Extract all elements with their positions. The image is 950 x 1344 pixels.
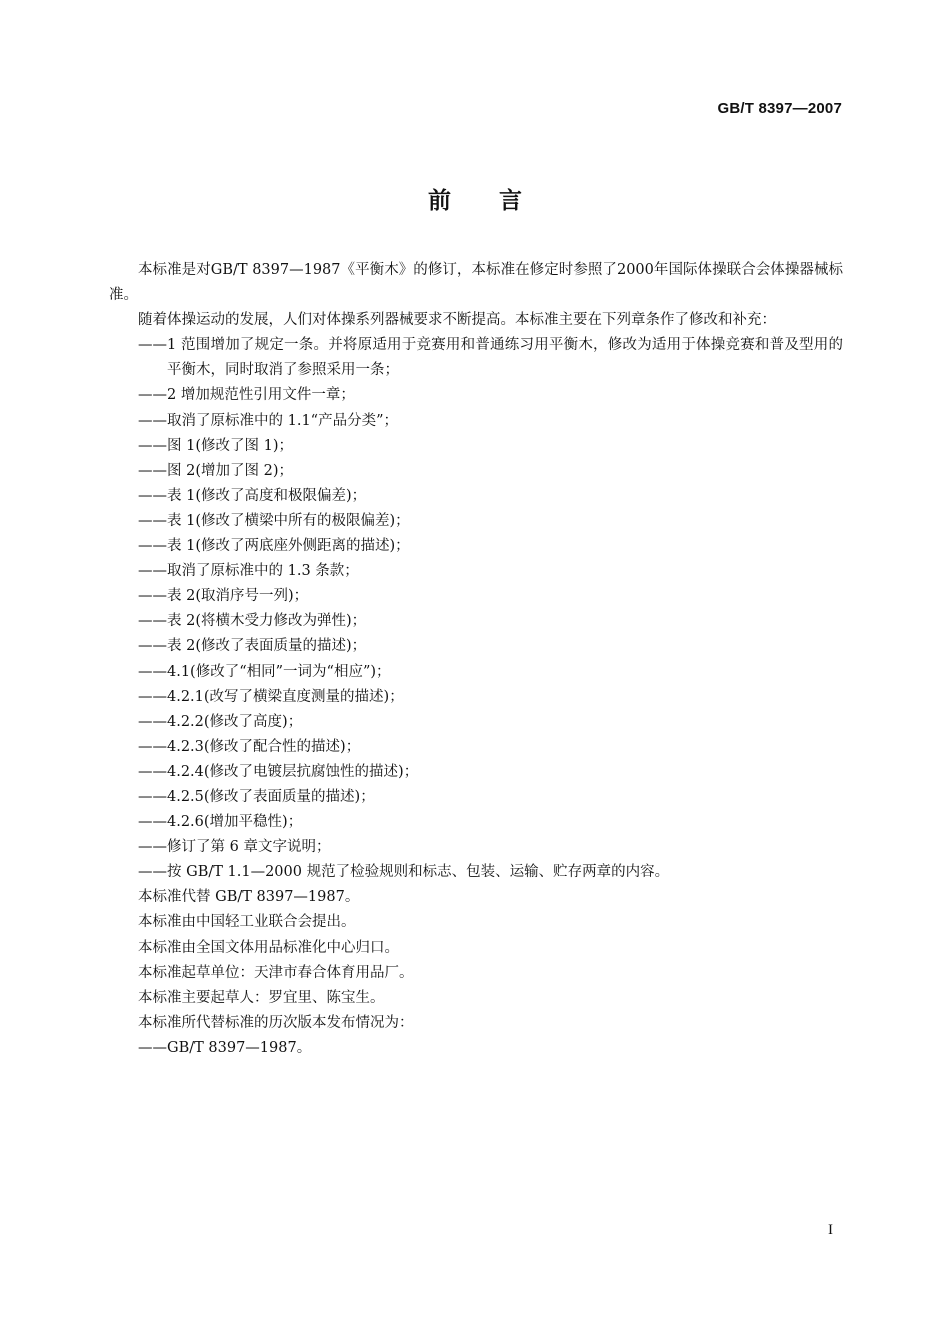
history-item: ——GB/T 8397—1987。 xyxy=(138,1039,312,1056)
change-item: ——4.2.6(增加平稳性)； xyxy=(138,814,303,831)
change-item: ——4.2.3(修改了配合性的描述)； xyxy=(138,738,361,755)
intro-paragraph: 随着体操运动的发展，人们对体操系列器械要求不断提高。本标准主要在下列章条作了修改和补充： xyxy=(138,312,776,329)
change-item: ——4.2.1(改写了横梁直度测量的描述)； xyxy=(138,688,404,705)
change-item: ——4.2.2(修改了高度)； xyxy=(138,713,303,730)
change-item: ——表 2(将横木受力修改为弹性)； xyxy=(138,613,367,630)
change-item: ——取消了原标准中的 1.3 条款； xyxy=(138,563,359,580)
standard-code: GB/T 8397—2007 xyxy=(717,100,842,117)
change-item: ——图 2(增加了图 2)； xyxy=(138,462,293,479)
proposer-statement: 本标准由中国轻工业联合会提出。 xyxy=(138,914,356,931)
change-item: ——图 1(修改了图 1)； xyxy=(138,437,293,454)
change-item: ——取消了原标准中的 1.1“产品分类”； xyxy=(138,412,398,429)
change-item: ——表 2(修改了表面质量的描述)； xyxy=(138,638,367,655)
change-item: ——表 1(修改了横梁中所有的极限偏差)； xyxy=(138,512,410,529)
history-statement: 本标准所代替标准的历次版本发布情况为： xyxy=(138,1014,414,1031)
change-item: ——2 增加规范性引用文件一章； xyxy=(138,387,355,404)
change-item: ——1 范围增加了规定一条。并将原适用于竞赛用和普通练习用平衡木，修改为适用于体操竞赛和普及型用的平衡木，同时取消了参照采用一条； xyxy=(138,337,843,379)
centralizing-unit-statement: 本标准由全国文体用品标准化中心归口。 xyxy=(138,939,399,956)
change-item: ——4.2.4(修改了电镀层抗腐蚀性的描述)； xyxy=(138,763,419,780)
change-item: ——按 GB/T 1.1—2000 规范了检验规则和标志、包装、运输、贮存两章的内容。 xyxy=(138,864,670,881)
drafting-unit-statement: 本标准起草单位：天津市春合体育用品厂。 xyxy=(138,964,414,981)
change-list xyxy=(109,333,843,885)
change-item: ——表 1(修改了两底座外侧距离的描述)； xyxy=(138,538,410,555)
page-title: 前言 xyxy=(428,188,570,214)
page-number: I xyxy=(828,1222,833,1238)
drafters-statement: 本标准主要起草人：罗宜里、陈宝生。 xyxy=(138,989,385,1006)
change-item: ——表 1(修改了高度和极限偏差)； xyxy=(138,487,367,504)
intro-paragraph: 本标准是对GB/T 8397—1987《平衡木》的修订，本标准在修定时参照了2000年国际体操联合会体操器械标准。 xyxy=(109,262,843,304)
change-item: ——4.1(修改了“相同”一词为“相应”)； xyxy=(138,663,391,680)
foreword-body xyxy=(109,258,843,1061)
change-item: ——修订了第 6 章文字说明； xyxy=(138,839,331,856)
change-item: ——表 2(取消序号一列)； xyxy=(138,588,309,605)
replacement-statement: 本标准代替 GB/T 8397—1987。 xyxy=(138,889,360,906)
change-item: ——4.2.5(修改了表面质量的描述)； xyxy=(138,788,375,805)
